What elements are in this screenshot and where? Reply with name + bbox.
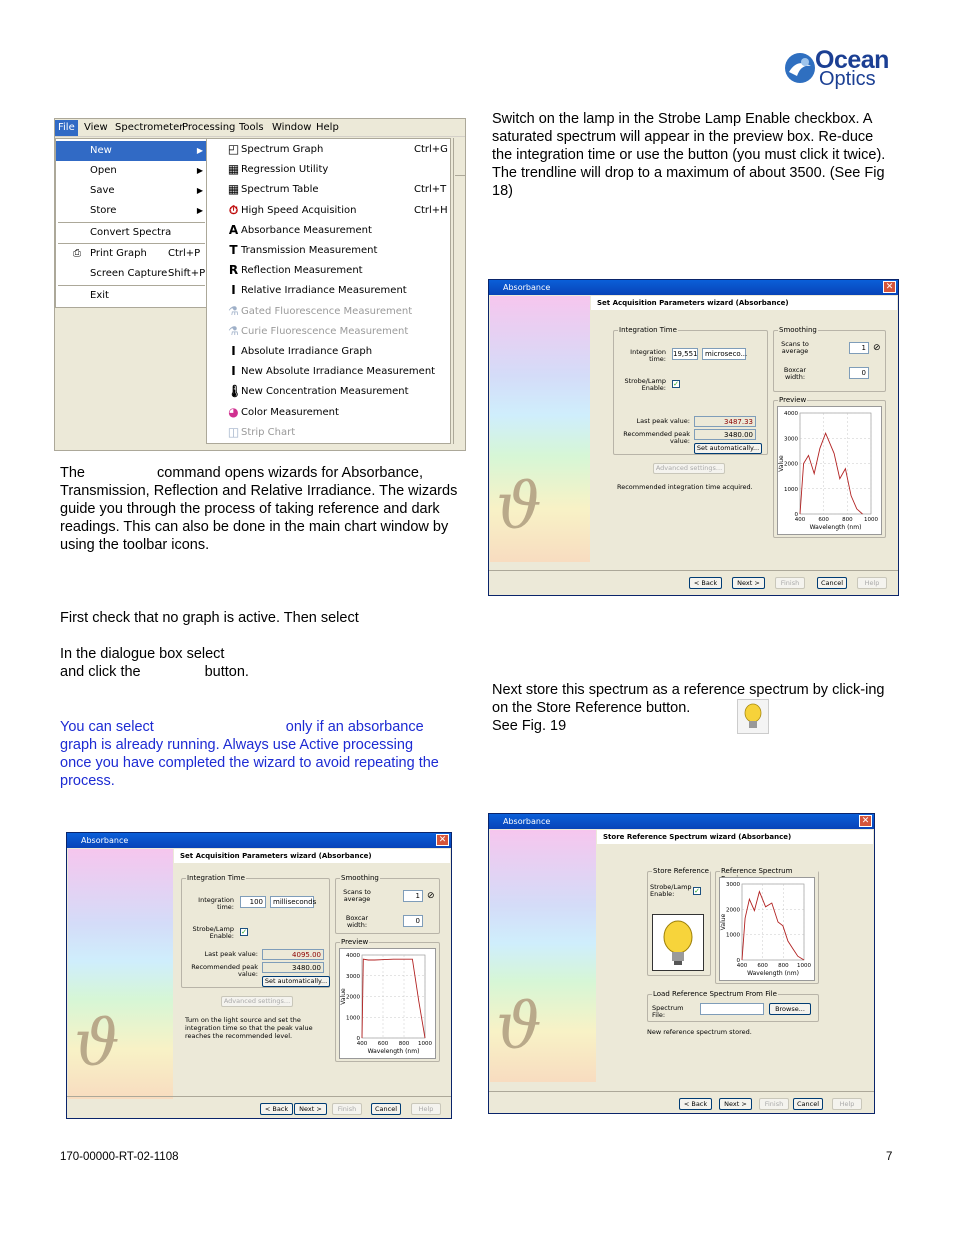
preview-chart [719,877,815,981]
submenu-arrow-icon: ▶ [196,146,203,155]
boxcar-field[interactable]: 0 [849,367,869,379]
preview-group [335,938,440,1062]
new-submenu-item[interactable] [207,261,450,281]
x-tick-label: 400 [736,963,748,969]
preview-chart [339,948,436,1059]
last-peak-field: 4095.00 [262,949,324,960]
close-icon[interactable]: ✕ [859,815,872,827]
wizard-heading: Store Reference Spectrum wizard (Absorbance) [603,833,792,841]
open-label: Open [90,165,117,176]
x-tick-label: 800 [398,1041,410,1047]
y-tick-label: 3000 [346,973,360,980]
reference-preview-label: Reference Spectrum [720,867,818,883]
spectrum-file-input[interactable] [700,1003,764,1015]
integration-group-label: Integration Time [619,326,677,334]
window-edge [455,175,465,176]
spectrum-trace [362,959,425,1038]
cancel-button[interactable]: Cancel [793,1098,823,1110]
cancel-button[interactable]: Cancel [817,577,847,589]
y-tick-label: 0 [736,958,740,964]
page-number: 7 [886,1151,893,1163]
logo-ocean: Ocean [815,46,889,74]
y-tick-label: 3000 [784,436,798,443]
back-button[interactable]: < Back [689,577,722,589]
store-reference-button[interactable] [652,914,704,971]
recommended-peak-field: 3480.00 [262,962,324,973]
menu-view[interactable]: View [84,122,108,133]
submenu-item-label: Curie Fluorescence Measurement [241,325,409,337]
new-submenu-item [207,322,450,342]
y-tick-label: 4000 [784,411,798,417]
flask-icon: ⚗ [228,303,239,318]
preview-chart-svg [720,878,814,980]
load-reference-label: Load Reference Spectrum From File [653,990,777,998]
submenu-item-label: High Speed Acquisition [241,204,357,216]
p-right-2: Next store this spectrum as a reference spectrum by click-ing on the Store Reference button. [492,682,885,716]
letter-i-icon: I [231,283,236,298]
wizard-side-banner [490,830,596,1082]
x-tick-label: 400 [356,1041,368,1047]
absorbance-dialog-fig18 [488,279,899,596]
last-peak-label: Last peak value: [636,417,690,425]
close-icon[interactable]: ✕ [883,281,896,293]
next-button[interactable]: Next > [732,577,765,589]
new-submenu-item[interactable] [207,201,450,221]
p3-line2a: and click the [60,664,141,680]
x-tick-label: 600 [377,1041,389,1047]
file-menu-store[interactable] [56,201,207,221]
file-menu-screen-capture[interactable] [56,264,207,284]
last-peak-label: Last peak value: [204,950,258,958]
scans-label: Scans to average [781,340,809,355]
submenu-item-label: Gated Fluorescence Measurement [241,305,413,317]
file-dropdown [55,138,208,308]
x-axis-label: Wavelength (nm) [809,524,862,531]
recommended-peak-label: Recommended peak value: [191,963,258,978]
help-button: Help [832,1098,862,1110]
exit-label: Exit [90,290,109,301]
paragraph-check-graph: First check that no graph is active. Then select [60,610,359,626]
convert-label: Convert Spectra [90,227,172,238]
spectrum-trace [742,892,804,960]
dialog-titlebar [489,814,874,829]
doc-number: 170-00000-RT-02-1108 [60,1151,179,1163]
submenu-arrow-icon: ▶ [196,166,203,175]
new-submenu-item[interactable] [207,140,450,160]
cancel-button[interactable]: Cancel [371,1103,401,1115]
new-submenu-item[interactable] [207,221,450,241]
x-tick-label: 400 [794,517,806,523]
advanced-settings-button: Advanced settings... [221,996,293,1007]
y-tick-label: 2000 [346,994,360,1001]
preview-group [773,396,886,538]
submenu-item-label: New Absolute Irradiance Measurement [241,366,436,378]
smoothing-group-label: Smoothing [779,326,817,334]
window-edge [453,138,454,444]
y-tick-label: 2000 [726,907,740,914]
submenu-shortcut: Ctrl+G [414,144,448,155]
submenu-item-label: Strip Chart [241,426,296,438]
reference-preview-group [715,867,819,984]
menu-tools[interactable]: Tools [239,122,264,133]
paragraph-dialogue [60,645,460,681]
submenu-arrow-icon: ▶ [196,186,203,195]
file-menu-save[interactable] [56,181,207,201]
submenu-item-label: Spectrum Table [241,184,319,196]
new-submenu-item[interactable] [207,382,450,402]
save-label: Save [90,185,115,196]
next-button[interactable]: Next > [294,1103,327,1115]
submenu-shortcut: Ctrl+H [414,204,448,216]
close-icon[interactable]: ✕ [436,834,449,846]
set-automatically-button[interactable]: Set automatically... [262,976,330,987]
recommended-peak-field: 3480.00 [694,429,756,440]
preview-group-label: Preview [779,396,807,404]
submenu-arrow-icon: ▶ [196,206,203,215]
strobe-checkbox[interactable]: ✓ [673,380,679,388]
load-reference-group [647,990,819,1022]
set-automatically-button[interactable]: Set automatically... [694,443,762,454]
integration-group-label: Integration Time [187,874,245,882]
dialog-titlebar [489,280,898,295]
p-right-1b: button (you must click it twice). The trendline will drop to a maximum of about 3500. (See Fig 18) [492,147,886,199]
new-submenu-item[interactable] [207,160,450,180]
wizard-header-bar [597,830,873,844]
integration-unit-select[interactable]: milliseconds [270,896,314,908]
file-menu-exit[interactable] [56,286,207,306]
letter-t-icon: T [229,243,238,257]
integration-time-group [181,874,330,988]
x-tick-label: 800 [842,517,853,523]
dialog-titlebar [67,833,451,848]
smoothing-group [773,326,886,392]
print-shortcut: Ctrl+P [168,248,201,259]
scans-field[interactable]: 1 [849,342,869,354]
capture-shortcut: Shift+P [168,268,206,279]
submenu-item-label: Absorbance Measurement [241,224,372,236]
strobe-label: Strobe/Lamp Enable: [650,883,692,898]
paragraph-store-reference [492,681,897,735]
store-reference-bulb-icon [737,699,769,734]
letter-i-icon: I [231,364,236,379]
grid-icon: ▦ [227,162,240,177]
submenu-shortcut: Ctrl+T [414,184,447,196]
scans-field[interactable]: 1 [403,890,423,902]
store-reference-group [647,867,711,976]
p1-mid: command opens wizards for Absorbance, [157,465,423,481]
paragraph-new-command [60,464,460,554]
recommended-peak-label: Recommended peak value: [623,430,690,445]
store-label: Store [90,205,117,216]
letter-r-icon: R [228,263,239,278]
next-button[interactable]: Next > [719,1098,752,1110]
help-button: Help [857,577,887,589]
p-right-2b: See Fig. 19 [492,718,567,734]
dialog-title: Absorbance [503,817,551,826]
submenu-item-label: Regression Utility [241,164,329,176]
preview-chart [777,406,882,535]
menu-window[interactable]: Window [272,122,312,133]
strobe-label: Strobe/Lamp Enable: [624,377,666,392]
x-tick-label: 600 [757,963,768,969]
x-tick-label: 600 [818,517,829,523]
x-tick-label: 1000 [797,963,811,969]
x-axis-label: Wavelength (nm) [367,1048,420,1055]
y-axis-label: Value [340,988,347,1005]
finish-button: Finish [332,1103,362,1115]
file-menu-open[interactable] [56,161,207,181]
absorbance-dialog-fig17 [66,832,452,1119]
absorbance-dialog-fig19 [488,813,875,1114]
spectrum-trace [800,433,863,514]
p3-line2b: button. [204,664,249,680]
file-menu-new[interactable] [56,141,207,161]
y-tick-label: 1000 [726,932,740,939]
integration-time-group [613,326,768,455]
letter-i-icon: I [231,344,236,358]
menu-file[interactable]: File [55,120,78,136]
y-axis-label: Value [778,455,785,472]
note-rest: graph is already running. Always use Active processing once you have completed the wizard to avoid repeating the process. [60,737,439,789]
print-label: Print Graph [90,248,147,259]
wizard-heading: Set Acquisition Parameters wizard (Absorbance) [180,852,372,860]
x-tick-label: 1000 [864,517,878,523]
footer-divider [489,1091,874,1092]
x-tick-label: 1000 [418,1041,432,1047]
integration-unit-select[interactable]: microseco... [702,348,746,360]
menu-spectrometer[interactable]: Spectrometer [115,122,184,133]
advanced-settings-button: Advanced settings... [653,463,725,474]
wizard-side-banner [68,849,173,1099]
y-tick-label: 0 [794,512,798,518]
last-peak-field: 3487.33 [694,416,756,427]
finish-button: Finish [775,577,805,589]
note-start: You can select [60,719,154,735]
capture-label: Screen Capture [90,268,168,279]
plot-frame [742,884,804,960]
reset-icon[interactable]: ⊘ [873,343,881,353]
ocean-optics-o-logo: ϑ [496,990,542,1064]
browse-button[interactable]: Browse... [769,1003,811,1015]
new-submenu-item[interactable] [207,362,450,382]
dialog-title: Absorbance [81,836,129,845]
strobe-checkbox[interactable]: ✓ [694,887,700,895]
scans-label: Scans to average [343,888,371,903]
status-text: New reference spectrum stored. [647,1028,752,1036]
instruction-text: Turn on the light source and set the integration time so that the peak value reaches the recommended level. [185,1016,313,1040]
integration-label: Integration time: [630,348,666,363]
menu-help[interactable]: Help [316,122,339,133]
store-group-label: Store Reference [653,867,709,875]
new-label: New [90,145,112,156]
x-axis-label: Wavelength (nm) [747,970,799,977]
new-submenu-item [207,302,450,322]
preview-chart-svg [340,949,435,1058]
printer-icon: ⎙ [73,248,81,259]
new-submenu-item[interactable] [207,281,450,301]
y-tick-label: 0 [356,1036,360,1042]
instruction-text: Recommended integration time acquired. [617,483,753,491]
file-menu-convert-spectra[interactable] [56,223,207,243]
paragraph-strobe-lamp [492,110,897,200]
integration-value-field[interactable]: 100 [240,896,266,908]
submenu-item-label: Relative Irradiance Measurement [241,285,407,297]
p1-rest: Transmission, Reflection and Relative Irradiance. The wizards guide you through the process of taking reference and dark readings. This can also be done in the main chart window by using the toolbar icons. [60,483,458,553]
color-wheel-icon: ◕ [228,404,239,419]
new-submenu-item[interactable] [207,342,450,362]
boxcar-label: Boxcar width: [345,914,369,929]
boxcar-field[interactable]: 0 [403,915,423,927]
table-icon: ▦ [227,182,240,197]
new-submenu-item[interactable] [207,241,450,261]
new-submenu-item[interactable] [207,403,450,423]
footer-divider [67,1096,451,1097]
finish-button: Finish [759,1098,789,1110]
strip-chart-icon: ◫ [227,424,240,439]
ocean-optics-o-logo: ϑ [74,1007,120,1081]
p3-line1: In the dialogue box select [60,646,225,662]
integration-label: Integration time: [198,896,234,911]
logo-swirl-icon [783,50,817,86]
wizard-header-bar [174,849,450,863]
menubar [55,119,465,137]
smoothing-group [335,874,440,934]
lightbulb-icon [653,915,703,970]
note-active-processing [60,718,445,790]
menu-processing[interactable]: Processing [182,122,236,133]
submenu-item-label: Reflection Measurement [241,265,363,277]
graph-icon: ◰ [227,142,240,156]
back-button[interactable]: < Back [260,1103,293,1115]
y-tick-label: 4000 [346,953,360,959]
submenu-item-label: Transmission Measurement [241,245,378,256]
letter-a-icon: A [228,222,239,237]
y-tick-label: 1000 [346,1015,360,1022]
wizard-side-banner [490,296,590,562]
preview-group-label: Preview [341,938,369,946]
back-button[interactable]: < Back [679,1098,712,1110]
submenu-item-label: Spectrum Graph [241,144,324,155]
y-tick-label: 1000 [784,486,798,493]
strobe-checkbox[interactable]: ✓ [241,928,247,936]
spectrum-file-label: Spectrum File: [652,1004,684,1019]
flask-icon: ⚗ [228,323,239,338]
smoothing-group-label: Smoothing [341,874,379,882]
reset-icon[interactable]: ⊘ [427,891,435,901]
new-submenu-item [207,423,450,443]
file-menu-screenshot [54,118,466,451]
logo-optics: Optics [819,68,876,90]
y-axis-label: Value [720,913,727,931]
p1-start: The [60,465,85,481]
y-tick-label: 2000 [784,461,798,468]
new-submenu [206,138,451,444]
strobe-label: Strobe/Lamp Enable: [192,925,234,940]
x-tick-label: 800 [778,963,789,969]
note-mid: only if an absorbance [285,719,424,735]
ocean-optics-o-logo: ϑ [496,470,542,544]
wizard-heading: Set Acquisition Parameters wizard (Absorbance) [597,299,789,307]
ocean-optics-logo [783,48,903,90]
submenu-item-label: New Concentration Measurement [241,386,409,398]
dialog-title: Absorbance [503,283,551,292]
submenu-item-label: Color Measurement [241,406,339,418]
new-submenu-item[interactable] [207,180,450,200]
y-tick-label: 3000 [726,882,740,888]
file-menu-print-graph[interactable] [56,244,207,264]
stopwatch-icon: ⏱ [228,202,239,217]
footer-divider [489,570,898,571]
boxcar-label: Boxcar width: [783,366,807,381]
p-right-1: Switch on the lamp in the Strobe Lamp Enable checkbox. A saturated spectrum will appear in the preview box. Re-duce the integration time or use the [492,111,874,163]
help-button: Help [411,1103,441,1115]
wizard-header-bar [591,296,897,310]
submenu-item-label: Absolute Irradiance Graph [241,346,373,357]
thermometer-icon: 🌡 [227,384,243,399]
preview-chart-svg [778,407,881,534]
integration-value-field[interactable]: 19,551 [673,350,698,358]
